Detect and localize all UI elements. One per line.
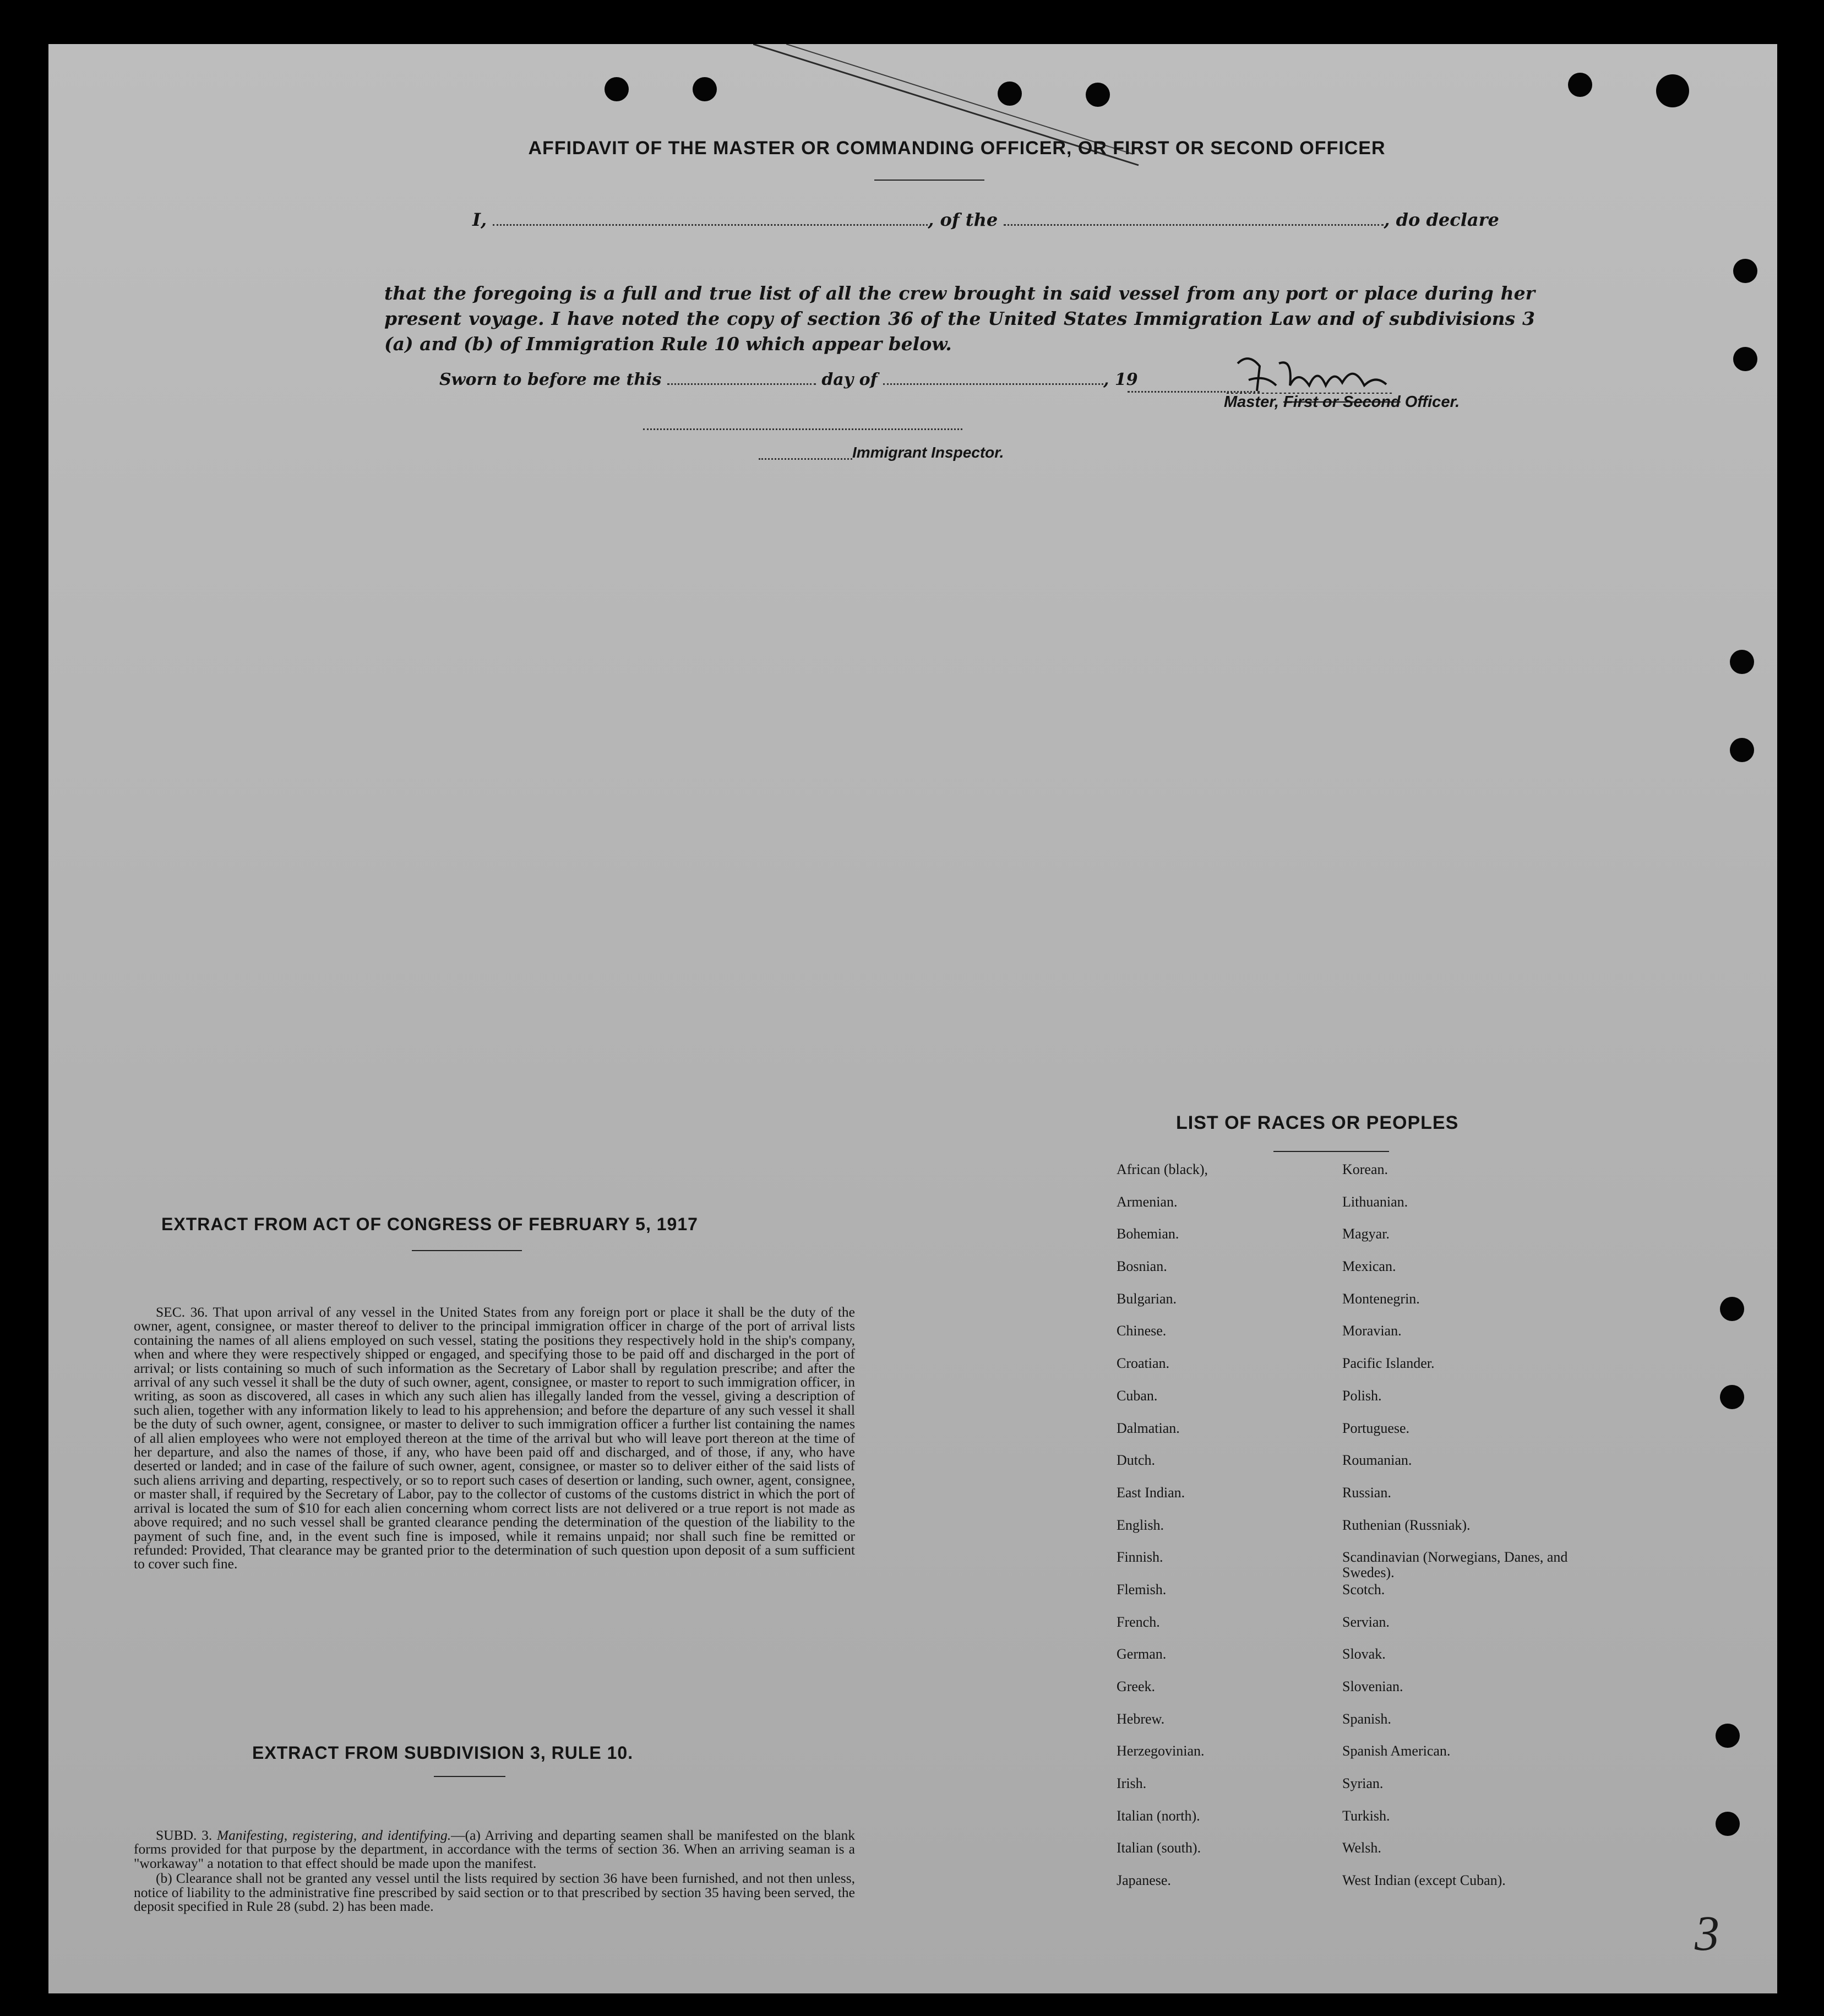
race-item: Italian (south). bbox=[1117, 1840, 1201, 1856]
race-item: Turkish. bbox=[1342, 1807, 1390, 1824]
race-item: Moravian. bbox=[1342, 1323, 1402, 1339]
race-item: English. bbox=[1117, 1517, 1164, 1533]
race-item: Japanese. bbox=[1117, 1872, 1171, 1889]
race-item: Lithuanian. bbox=[1342, 1193, 1408, 1210]
race-item: Servian. bbox=[1342, 1613, 1390, 1630]
punch-hole bbox=[1716, 1724, 1740, 1748]
master-label: Master, bbox=[1224, 393, 1279, 411]
punch-hole bbox=[1568, 73, 1592, 97]
race-item: Greek. bbox=[1117, 1678, 1156, 1694]
race-item: Finnish. bbox=[1117, 1549, 1163, 1566]
inspector-signature-line bbox=[643, 428, 962, 430]
races-title: LIST OF RACES OR PEOPLES bbox=[1176, 1112, 1459, 1133]
subd-heading: Manifesting, registering, and identifying. bbox=[216, 1827, 451, 1843]
race-item: African (black), bbox=[1117, 1161, 1208, 1177]
subd-a bbox=[134, 1828, 855, 1870]
race-item: Slovenian. bbox=[1342, 1678, 1403, 1694]
race-item: Montenegrin. bbox=[1342, 1290, 1420, 1307]
race-item: Spanish. bbox=[1342, 1710, 1391, 1727]
day-of-text: day of bbox=[821, 370, 878, 389]
punch-hole bbox=[1720, 1297, 1744, 1321]
act-title-rule bbox=[412, 1250, 522, 1251]
punch-hole bbox=[1716, 1812, 1740, 1836]
handwritten-mark: 3 bbox=[1695, 1906, 1719, 1961]
race-item: Ruthenian (Russniak). bbox=[1342, 1517, 1471, 1533]
race-item: Irish. bbox=[1117, 1775, 1147, 1792]
race-item: Polish. bbox=[1342, 1387, 1382, 1404]
race-item: Pacific Islander. bbox=[1342, 1355, 1435, 1372]
race-item: Spanish American. bbox=[1342, 1743, 1451, 1759]
race-item: Chinese. bbox=[1117, 1323, 1167, 1339]
punch-hole bbox=[1733, 259, 1757, 283]
rule-title-rule bbox=[434, 1776, 505, 1777]
race-item: Bulgarian. bbox=[1117, 1290, 1177, 1307]
races-title-rule bbox=[1273, 1151, 1389, 1152]
race-item: Bosnian. bbox=[1117, 1258, 1167, 1275]
declarant-prefix: I, bbox=[472, 209, 487, 230]
act-extract-title: EXTRACT FROM ACT OF CONGRESS OF FEBRUARY 5, 1917 bbox=[161, 1214, 698, 1234]
document-page bbox=[48, 44, 1777, 1993]
race-item: Flemish. bbox=[1117, 1581, 1167, 1597]
race-item: Slovak. bbox=[1342, 1646, 1386, 1662]
punch-hole bbox=[1730, 650, 1754, 674]
declarant-name-field bbox=[493, 210, 928, 226]
race-item: Portuguese. bbox=[1342, 1420, 1410, 1436]
punch-hole bbox=[1720, 1385, 1744, 1409]
sworn-line bbox=[439, 369, 1138, 389]
race-item: Magyar. bbox=[1342, 1226, 1390, 1242]
signature-line bbox=[1128, 391, 1260, 393]
do-declare-text: , do declare bbox=[1384, 209, 1499, 230]
race-item: Cuban. bbox=[1117, 1387, 1158, 1404]
race-item: Russian. bbox=[1342, 1484, 1391, 1501]
race-item: Roumanian. bbox=[1342, 1452, 1412, 1469]
subd-lead: SUBD. 3. bbox=[156, 1827, 213, 1843]
sworn-text: Sworn to before me this bbox=[439, 370, 662, 389]
races-left-column bbox=[1117, 1162, 1208, 1905]
act-extract-body bbox=[134, 1305, 855, 1571]
title-rule bbox=[874, 180, 984, 181]
race-item: Welsh. bbox=[1342, 1840, 1381, 1856]
vessel-field bbox=[1004, 210, 1384, 226]
declaration-line bbox=[472, 209, 1499, 230]
struck-officer-label: First or Second bbox=[1283, 393, 1401, 411]
punch-hole bbox=[605, 77, 629, 101]
race-item: Croatian. bbox=[1117, 1355, 1170, 1372]
affidavit-title: AFFIDAVIT OF THE MASTER OR COMMANDING OFFICER, OR FIRST OR SECOND OFFICER bbox=[528, 138, 1386, 159]
subd-b: (b) Clearance shall not be granted any vessel until the lists required by section 36 have been furnished, and not then unless, notice of liability to the administrative fine prescribed by said section or to that prescribed by section 35 having been served, the deposit specified in Rule 28 (subd. 2) has been made. bbox=[134, 1870, 855, 1915]
race-item: Dalmatian. bbox=[1117, 1420, 1180, 1436]
race-item: Herzegovinian. bbox=[1117, 1743, 1205, 1759]
officer-label: Officer. bbox=[1404, 393, 1460, 411]
race-item: Syrian. bbox=[1342, 1775, 1384, 1792]
year-text: , 19 bbox=[1103, 370, 1138, 389]
sworn-month-field bbox=[883, 369, 1103, 385]
declaration-text: that the foregoing is a full and true list of all the crew brought in said vessel from any port or place during her present voyage. I have noted the copy of section 36 of the United States Immigration Law and of subdivisions 3 (a) and (b) of Immigration Rule 10 which appear below. bbox=[384, 282, 1535, 355]
punch-hole bbox=[1733, 347, 1757, 371]
race-item: Scotch. bbox=[1342, 1581, 1385, 1597]
punch-hole bbox=[1730, 738, 1754, 762]
race-item: Korean. bbox=[1342, 1161, 1389, 1177]
rule-extract-body bbox=[134, 1828, 855, 1914]
races-right-column bbox=[1342, 1162, 1573, 1905]
inspector-label: Immigrant Inspector. bbox=[852, 444, 1004, 461]
punch-hole bbox=[693, 77, 717, 101]
race-item: Armenian. bbox=[1117, 1193, 1178, 1210]
punch-hole bbox=[1656, 74, 1689, 107]
inspector-name-line bbox=[759, 458, 852, 460]
race-item: Scandinavian (Norwegians, Danes, and Swedes). bbox=[1342, 1549, 1568, 1581]
act-section-36: SEC. 36. That upon arrival of any vessel in the United States from any foreign port or place it shall be the duty of the owner, agent, consignee, or master thereof to deliver to the principal immigration officer in charge of the port of arrival lists containing the names of all aliens employed on such vessel, stating the positions they respectively hold in the ship's company, when and where they were respectively shipped or engaged, and specifying those to be paid off and discharged in the port of arrival; or lists containing so much of such information as the Secretary of Labor shall by regulation prescribe; and after the arrival of any such vessel it shall be the duty of such owner, agent, consignee, or master to report to such immigration officer, in writing, as soon as discovered, all cases in which any such alien has illegally landed from the vessel, giving a description of such alien, together with any information likely to lead to his apprehension; and before the departure of any such vessel it shall be the duty of such owner, agent, consignee, or master to deliver to such immigration officer a further list containing the names of all alien employees who were not employed thereon at the time of the arrival but who will leave port thereon at the time of her departure, and also the names of those, if any, who have been paid off and discharged, and of those, if any, who have deserted or landed; and in case of the failure of such owner, agent, consignee, or master so to deliver either of the said lists of such aliens arriving and departing, respectively, or so to report such cases of desertion or landing, such owner, agent, consignee, or master shall, if required by the Secretary of Labor, pay to the collector of customs of the customs district in which the port of arrival is located the sum of $10 for each alien concerning whom correct lists are not delivered or a true report is not made as above required; and no such vessel shall be granted clearance pending the determination of the question of the liability to the payment of such fine, and, in the event such fine is imposed, while it remains unpaid; nor shall such fine be remitted or refunded: Provided, That clearance may be granted prior to the determination of such question upon deposit of a sum sufficient to cover such fine. bbox=[134, 1304, 855, 1572]
rule-extract-title: EXTRACT FROM SUBDIVISION 3, RULE 10. bbox=[252, 1743, 634, 1763]
race-item: East Indian. bbox=[1117, 1484, 1185, 1501]
of-the-text: , of the bbox=[928, 209, 998, 230]
sworn-day-field bbox=[667, 369, 816, 385]
subd-a-body: —(a) Arriving and departing seamen shall be manifested on the blank forms provided for that purpose by the department, in accordance with the terms of section 36. When an arriving seaman is a "workaway" a notation to that effect should be made upon the manifest. bbox=[134, 1827, 855, 1871]
race-item: Mexican. bbox=[1342, 1258, 1396, 1275]
race-item: German. bbox=[1117, 1646, 1167, 1662]
master-signature bbox=[1227, 347, 1392, 396]
race-item: French. bbox=[1117, 1613, 1160, 1630]
race-item: Dutch. bbox=[1117, 1452, 1156, 1469]
race-item: Italian (north). bbox=[1117, 1807, 1200, 1824]
race-item: Bohemian. bbox=[1117, 1226, 1179, 1242]
race-item: West Indian (except Cuban). bbox=[1342, 1872, 1506, 1889]
race-item: Hebrew. bbox=[1117, 1710, 1165, 1727]
signature-label bbox=[1224, 393, 1460, 411]
